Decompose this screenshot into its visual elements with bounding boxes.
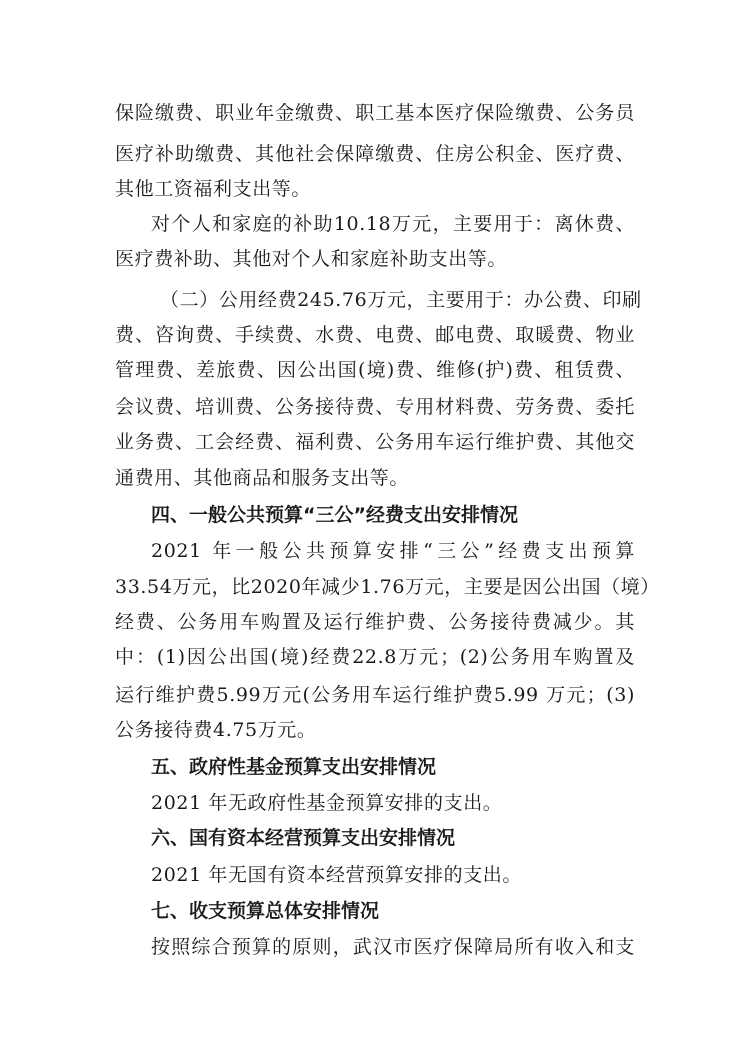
section-heading-5: 五、政府性基金预算支出安排情况 — [151, 756, 437, 778]
paragraph-line: 保险缴费、职业年金缴费、职工基本医疗保险缴费、公务员 — [115, 102, 635, 124]
paragraph-line: 医疗费补助、其他对个人和家庭补助支出等。 — [115, 248, 508, 270]
paragraph-line: 经费、公务用车购置及运行维护费、公务接待费减少。其 — [115, 611, 635, 633]
paragraph-line: 按照综合预算的原则，武汉市医疗保障局所有收入和支 — [151, 936, 635, 958]
paragraph-line: （二）公用经费245.76万元，主要用于：办公费、印刷 — [160, 289, 642, 311]
paragraph-line: 运行维护费5.99万元(公务用车运行维护费5.99 万元；(3) — [115, 684, 635, 706]
section-heading-6: 六、国有资本经营预算支出安排情况 — [151, 827, 456, 849]
paragraph-line: 2021 年一般公共预算安排“三公”经费支出预算 — [151, 540, 635, 562]
section-heading-4: 四、一般公共预算“三公”经费支出安排情况 — [151, 504, 518, 526]
paragraph-line: 中：(1)因公出国(境)经费22.8万元；(2)公务用车购置及 — [115, 646, 635, 668]
paragraph-line: 公务接待费4.75万元。 — [115, 719, 317, 741]
paragraph-line: 会议费、培训费、公务接待费、专用材料费、劳务费、委托 — [115, 396, 635, 418]
paragraph-line: 2021 年无国有资本经营预算安排的支出。 — [151, 864, 522, 886]
paragraph-line: 2021 年无政府性基金预算安排的支出。 — [151, 792, 503, 814]
paragraph-line: 管理费、差旅费、因公出国(境)费、维修(护)费、租赁费、 — [115, 359, 635, 381]
paragraph-line: 对个人和家庭的补助10.18万元，主要用于：离休费、 — [151, 213, 635, 235]
section-heading-7: 七、收支预算总体安排情况 — [151, 900, 380, 922]
paragraph-line: 费、咨询费、手续费、水费、电费、邮电费、取暖费、物业 — [115, 324, 635, 346]
paragraph-line: 医疗补助缴费、其他社会保障缴费、住房公积金、医疗费、 — [115, 143, 635, 165]
paragraph-line: 业务费、工会经费、福利费、公务用车运行维护费、其他交 — [115, 431, 635, 453]
paragraph-line: 33.54万元，比2020年减少1.76万元，主要是因公出国（境） — [115, 576, 660, 598]
paragraph-line: 通费用、其他商品和服务支出等。 — [115, 467, 410, 489]
paragraph-line: 其他工资福利支出等。 — [115, 178, 312, 200]
